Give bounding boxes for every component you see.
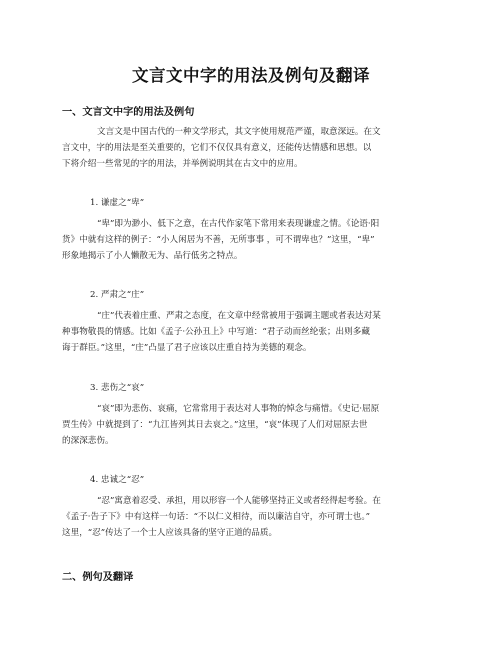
paragraph-line: 下将介绍一些常见的字的用法，并举例说明其在古文中的应用。 [62, 158, 303, 169]
paragraph-line: 文言文是中国古代的一种文学形式，其文字使用规范严谨，取意深远。在文 [97, 127, 381, 137]
paragraph-line: “忍”寓意着忍受、承担，用以形容一个人能够坚持正义或者经得起考验。在 [97, 496, 381, 506]
section-heading-2: 二、例句及翻译 [62, 572, 134, 583]
item-paragraph-1 [62, 217, 440, 264]
paragraph-line: 《孟子·告子下》中有这样一句话：“不以仁义相待，而以廉洁自守，亦可谓士也。” [62, 511, 371, 522]
section-heading-1: 一、文言文中字的用法及例句 [62, 107, 195, 118]
paragraph-line: 贾生传》中就提到了：“九江皆列其日去哀之。”这里，“哀”体现了人们对屈原去世 [62, 419, 368, 430]
item-heading-1: 1. 谦虚之“卑” [90, 198, 145, 208]
document-title: 文言文中字的用法及例句及翻译 [132, 66, 370, 85]
paragraph-line: “卑”即为渺小、低下之意，在古代作家笔下常用来表现谦虚之情。《论语·阳 [97, 219, 380, 229]
intro-paragraph [62, 125, 440, 172]
item-paragraph-4 [62, 494, 440, 541]
item-heading-4: 4. 忠诚之“忍” [90, 475, 145, 485]
paragraph-line: 货》中就有这样的例子：“小人闲居为不善，无所事事 ，可不谓卑也？”这里，“卑” [62, 234, 375, 245]
paragraph-line: 言文中，字的用法是至关重要的，它们不仅仅具有意义，还能传达情感和思想。以 [62, 142, 372, 153]
paragraph-line: 这里，“忍”传达了一个士人应该具备的坚守正道的品质。 [62, 527, 278, 538]
item-heading-3: 3. 悲伤之“哀” [90, 383, 145, 393]
paragraph-line: “哀”即为悲伤、哀痛，它常常用于表达对人事物的悼念与痛惜。《史记·屈原 [97, 404, 380, 414]
paragraph-line: “庄”代表着庄重、严肃之态度，在文章中经常被用于强调主题或者表达对某 [97, 311, 381, 321]
paragraph-line: 种事物敬畏的情感。比如《孟子·公孙丑上》中写道：“君子动而丝纶张；出则多藏 [62, 326, 370, 337]
item-heading-2: 2. 严肃之“庄” [90, 290, 145, 300]
item-paragraph-3 [62, 402, 440, 449]
paragraph-line: 诲于群臣。”这里，“庄”凸显了君子应该以庄重自持为美德的观念。 [62, 342, 312, 353]
paragraph-line: 的深深悲伤。 [62, 435, 114, 446]
paragraph-line: 形象地揭示了小人懒散无为、品行低劣之特点。 [62, 250, 243, 261]
item-paragraph-2 [62, 309, 440, 356]
